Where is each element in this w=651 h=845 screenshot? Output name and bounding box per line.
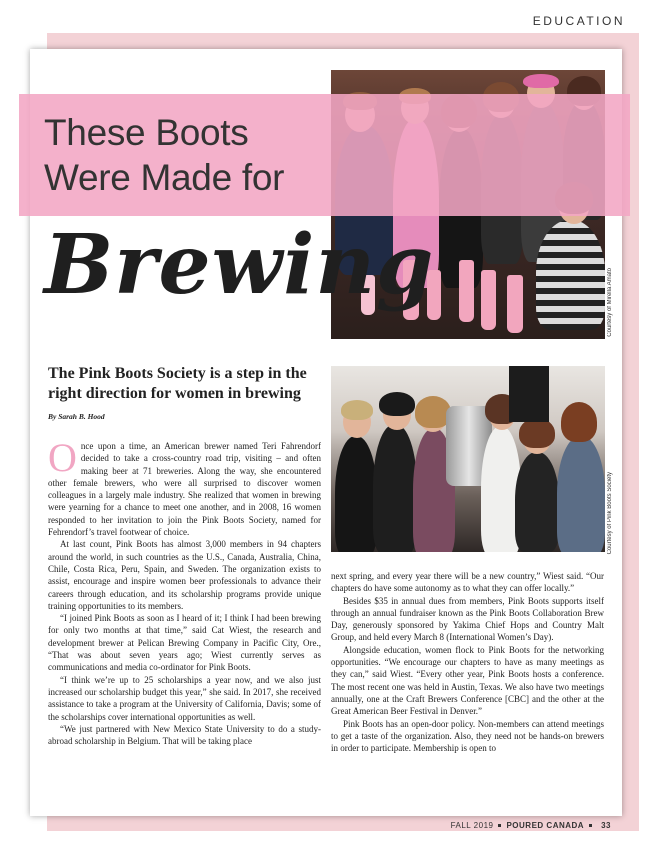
page-number: 33 xyxy=(601,821,611,830)
paragraph: “I joined Pink Boots as soon as I heard of it; I think I had been brewing for only two months at that time,” said Cat Wiest, the research and development brewer at Pelican Brewing Company in Pacific City, Ore., “That was about seven years ago; Wiest currently serves as communications and media co-ordinator for Pink Boots. xyxy=(48,613,321,673)
footer-magazine: POURED CANADA xyxy=(506,821,585,830)
paragraph: Alongside education, women flock to Pink Boots for the networking opportunities. “We encourage our chapters to have as many meetings as they can,” said Wiest. “Every other year, Pink Boots hosts a conference. The most recent one was held in Austin, Texas. We also have two meetings annually, one at the Craft Brewers Conference [CBC] and the other at the Great American Beer Festival in Denver.” xyxy=(331,644,604,717)
paragraph: Pink Boots has an open-door policy. Non-members can attend meetings to get a taste of the organization. Also, they need not be hands-on brewers in order to participate. Membership is open to xyxy=(331,718,604,754)
footer-issue: FALL 2019 xyxy=(450,821,494,830)
paragraph: “We just partnered with New Mexico State University to do a study-abroad scholarship in Belgium. That will be taking place xyxy=(48,723,321,747)
paragraph: Besides $35 in annual dues from members, Pink Boots supports itself through an annual fundraiser known as the Pink Boots Collaboration Brew Day, generously sponsored by Yakima Chief Hops and Country Malt Group, and held every March 8 (International Women’s Day). xyxy=(331,595,604,643)
headline-line-1: These Boots xyxy=(44,112,249,153)
article-column-left xyxy=(48,435,321,747)
subheadline: The Pink Boots Society is a step in the right direction for women in brewing xyxy=(48,365,307,402)
byline: By Sarah B. Hood xyxy=(48,412,105,421)
footer-separator xyxy=(589,824,592,827)
photo-credit-bottom: Courtesy of Pink Boots Society xyxy=(607,472,613,555)
headline xyxy=(44,110,334,200)
paragraph-text: nce upon a time, an American brewer named Teri Fahrendorf decided to take a cross-country road trip, visiting – and often making beer at 71 breweries. Along the way, she encountered other female brewers, who were all surprised to discover women colleagues in a largely male industry. She realized that women in brewing were yearning for a chance to meet one another, and in 2008, 16 women responded to her invitation to join the Pink Boots Society, named for Fehrendorf’s travel footwear of choice. xyxy=(48,441,321,538)
paragraph xyxy=(48,435,321,538)
headline-line-2: Were Made for xyxy=(44,157,285,198)
page-footer xyxy=(451,821,611,830)
photo-credit-top: Courtesy of Mirella Amato xyxy=(607,268,613,337)
paragraph: At last count, Pink Boots has almost 3,000 members in 94 chapters around the world, in such countries as the U.S., Canada, Australia, China, Chile, Costa Rica, Peru, Spain, and Sweden. The organization exists to assist, encourage and inspire women beer professionals to advance their careers through education, and its scholarship programs provide unique training opportunities to its members. xyxy=(48,539,321,611)
section-label: EDUCATION xyxy=(532,14,625,28)
drop-cap: O xyxy=(48,435,77,480)
article-column-right xyxy=(331,570,604,754)
paragraph: “I think we’re up to 25 scholarships a year now, and we also just increased our scholarship budget this year,” she said. In 2017, she received assistance to take a program at the University of California, Davis; some of the scholarships cover international opportunities as well. xyxy=(48,674,321,722)
paragraph: next spring, and every year there will be a new country,” Wiest said. “Our chapters do have some autonomy as to what they can offer locally.” xyxy=(331,571,604,594)
group-photo-keg xyxy=(331,366,605,552)
headline-script-word: Brewing xyxy=(44,217,435,313)
footer-separator xyxy=(498,824,501,827)
